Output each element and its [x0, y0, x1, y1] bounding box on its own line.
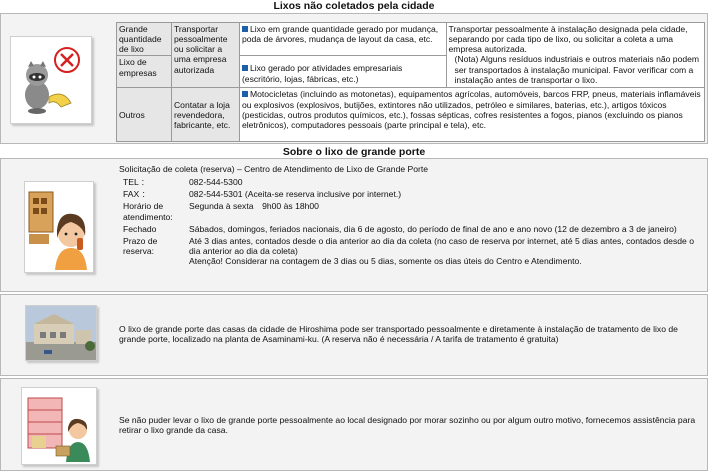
instruction-text: Transportar pessoalmente à instalação designada pela cidade, separando por cada tipo de lixo, ou solicitar a coleta a uma empresa autorizada.	[448, 24, 688, 55]
deadline-value	[189, 236, 705, 266]
contact-row-closed	[119, 224, 705, 234]
contact-row-tel	[119, 177, 705, 187]
uncollected-waste-table	[116, 22, 705, 142]
raccoon-icon	[11, 37, 91, 123]
description-others	[239, 88, 704, 142]
category-others: Outros	[117, 88, 172, 142]
deadline-label: Prazo de reserva:	[123, 235, 158, 256]
description-business-waste	[239, 56, 446, 88]
assistance-text: Se não puder levar o lixo de grande porte pessoalmente ao local designado por morar sozinho ou por algum outro motivo, fornecemos assistência para retirar o lixo grande da casa.	[119, 415, 696, 436]
square-bullet-icon	[242, 91, 248, 97]
contact-row-deadline	[119, 236, 705, 266]
square-bullet-icon	[242, 65, 248, 71]
self-transport-text: O lixo de grande porte das casas da cidade de Hiroshima pode ser transportado pessoalmente e diretamente à instalação de tratamento de lixo de grande porte, localizado na planta de Asaminami-ku. (A reserva não é necessária / A tarifa de tratamento é gratuita)	[119, 324, 678, 345]
treatment-facility-icon	[26, 306, 96, 360]
deadline-attention: Atenção! Considerar na contagem de 3 dias ou 5 dias, somente os dias úteis do Centro e Atendimento.	[189, 256, 582, 267]
tel-label: TEL ：	[123, 177, 150, 188]
closed-label: Fechado	[123, 223, 157, 234]
assistance-panel	[0, 378, 708, 471]
reservation-info	[119, 164, 705, 268]
tel-value: 082-544-5300	[189, 177, 243, 188]
reservation-panel	[0, 158, 708, 292]
section2-title: Sobre o lixo de grande porte	[282, 146, 426, 158]
self-transport-panel	[0, 294, 708, 376]
fax-value: 082-544-5301 (Aceita-se reserva inclusive por internet.)	[189, 189, 402, 200]
reservation-heading: Solicitação de coleta (reserva) – Centro de Atendimento de Lixo de Grande Porte	[119, 164, 429, 174]
raccoon-prohibited-illustration	[10, 36, 92, 124]
fax-label: FAX ：	[123, 189, 151, 200]
pickup-illustration	[21, 387, 97, 465]
phone-woman-illustration	[24, 181, 94, 273]
description-text: Motocicletas (incluindo as motonetas), equipamentos agrícolas, automóveis, barcos FRP, pneus, materiais inflamáveis ou explosivos (explosivos, butijões, extintores não utilizados, petróleo e similares, baterias, etc.), artigos tóxicos (pesticidas, outros produtos químicos, etc.), fossas sépticas, cofres resistentes a fogos, pianos (excluindo os pianos eletrônicos), computadores pessoais (parte principal e tela), etc.	[241, 89, 701, 130]
closed-value: Sábados, domingos, feriados nacionais, dia 6 de agosto, do período de final de ano e ano novo (12 de dezembro a 3 de janeiro)	[189, 223, 677, 234]
method-self-transport: Transportar pessoalmente ou solicitar a uma empresa autorizada	[171, 23, 239, 88]
category-large-quantity: Grande quantidade de lixo	[117, 23, 172, 56]
description-large-quantity	[239, 23, 446, 56]
telephone-icon	[25, 182, 93, 272]
description-text: Lixo em grande quantidade gerado por mudança, poda de árvores, mudança de layout da casa, etc.	[241, 24, 439, 45]
deadline-text: Até 3 dias antes, contados desde o dia anterior ao dia da coleta (no caso de reserva por internet, até 5 dias antes, contados desde o dia anterior ao dia da coleta)	[189, 235, 694, 256]
square-bullet-icon	[242, 26, 248, 32]
house-pickup-icon	[22, 388, 96, 464]
instruction-note: (Nota) Alguns resíduos industriais e outros materiais não podem ser transportados à instalação municipal. Favor verificar com a instalação antes de transportar o lixo.	[454, 54, 700, 85]
method-contact-store: Contatar a loja revendedora, fabricante, etc.	[171, 88, 239, 142]
contact-row-fax	[119, 189, 705, 199]
facility-photo	[25, 305, 97, 361]
hours-label: Horário de atendimento:	[123, 201, 173, 222]
hours-value: Segunda à sexta 9h00 às 18h00	[189, 201, 319, 212]
category-business-waste: Lixo de empresas	[117, 56, 172, 88]
section1-title: Lixos não coletados pela cidade	[273, 0, 435, 12]
description-text: Lixo gerado por atividades empresariais (escritório, lojas, fábricas, etc.)	[241, 63, 403, 84]
contact-row-hours	[119, 201, 705, 221]
instruction-cell	[446, 23, 704, 88]
